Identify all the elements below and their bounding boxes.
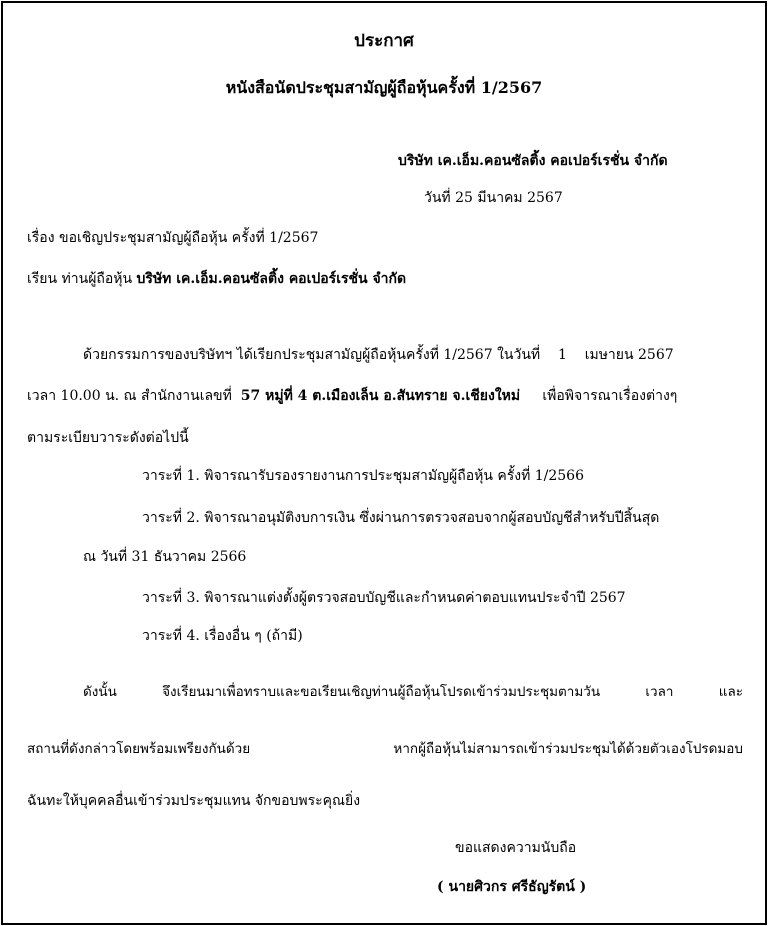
agenda-item-4: วาระที่ 4. เรื่องอื่น ๆ (ถ้ามี): [142, 628, 303, 644]
closing-line-2: สถานที่ดังกล่าวโดยพร้อมเพรียงกันด้วย หากผู้ถือหุ้นไม่สามารถเข้าร่วมประชุมได้ด้วยตัวเองโปรดมอบ: [27, 741, 743, 757]
agenda-item-1: วาระที่ 1. พิจารณารับรองรายงานการประชุมสามัญผู้ถือหุ้น ครั้งที่ 1/2566: [142, 468, 584, 484]
announcement-heading: ประกาศ: [354, 31, 414, 51]
date-label: วันที่: [424, 190, 451, 206]
recipient-label: เรียน: [27, 271, 58, 287]
signoff: ขอแสดงความนับถือ: [455, 840, 577, 856]
closing-line-3: ฉันทะให้บุคคลอื่นเข้าร่วมประชุมแทน จักขอบพระคุณยิ่ง: [27, 793, 361, 809]
body-line-1-text: ด้วยกรรมการของบริษัทฯ ได้เรียกประชุมสามัญผู้ถือหุ้นครั้งที่ 1/2567 ในวันที่: [83, 347, 541, 363]
subject-line: [27, 228, 318, 248]
signature-name: ( นายศิวกร ศรีธัญรัตน์ ): [437, 879, 587, 895]
body-line-2: [27, 386, 677, 406]
recipient-line: [27, 269, 406, 289]
agenda-item-2-continued: ณ วันที่ 31 ธันวาคม 2566: [83, 549, 247, 565]
recipient-prefix: ท่านผู้ถือหุ้น: [61, 271, 133, 287]
notice-date: [424, 188, 563, 208]
body-line-1: [83, 345, 674, 365]
page-border: [1, 1, 767, 925]
meeting-purpose: เพื่อพิจารณาเรื่องต่างๆ: [542, 388, 678, 404]
subject-text: ขอเชิญประชุมสามัญผู้ถือหุ้น ครั้งที่ 1/2567: [59, 230, 319, 246]
agenda-item-2: วาระที่ 2. พิจารณาอนุมัติงบการเงิน ซึ่งผ่านการตรวจสอบจากผู้สอบบัญชีสำหรับปีสิ้นสุด: [142, 510, 660, 526]
meeting-address: 57 หมู่ที่ 4 ต.เมืองเล็น อ.สันทราย จ.เชียงใหม่: [240, 388, 521, 404]
agenda-item-3: วาระที่ 3. พิจารณาแต่งตั้งผู้ตรวจสอบบัญชีและกำหนดค่าตอบแทนประจำปี 2567: [142, 590, 626, 606]
agenda-intro: ตามระเบียบวาระดังต่อไปนี้: [27, 430, 189, 446]
date-value: 25 มีนาคม 2567: [455, 190, 563, 206]
meeting-month-year: เมษายน 2567: [584, 347, 674, 363]
recipient-company: บริษัท เค.เอ็ม.คอนซัลติ้ง คอเปอร์เรชั่น จำกัด: [136, 271, 407, 287]
closing-line-1: ดังนั้น จึงเรียนมาเพื่อทราบและขอเรียนเชิญท่านผู้ถือหุ้นโปรดเข้าร่วมประชุมตามวัน เวลา และ: [83, 684, 743, 700]
subject-label: เรื่อง: [27, 230, 55, 246]
meeting-day: 1: [557, 347, 567, 363]
meeting-notice-title: หนังสือนัดประชุมสามัญผู้ถือหุ้นครั้งที่ 1/2567: [225, 78, 543, 97]
company-name-header: บริษัท เค.เอ็ม.คอนซัลติ้ง คอเปอร์เรชั่น จำกัด: [398, 153, 668, 169]
meeting-time-place: เวลา 10.00 น. ณ สำนักงานเลขที่: [27, 388, 232, 404]
